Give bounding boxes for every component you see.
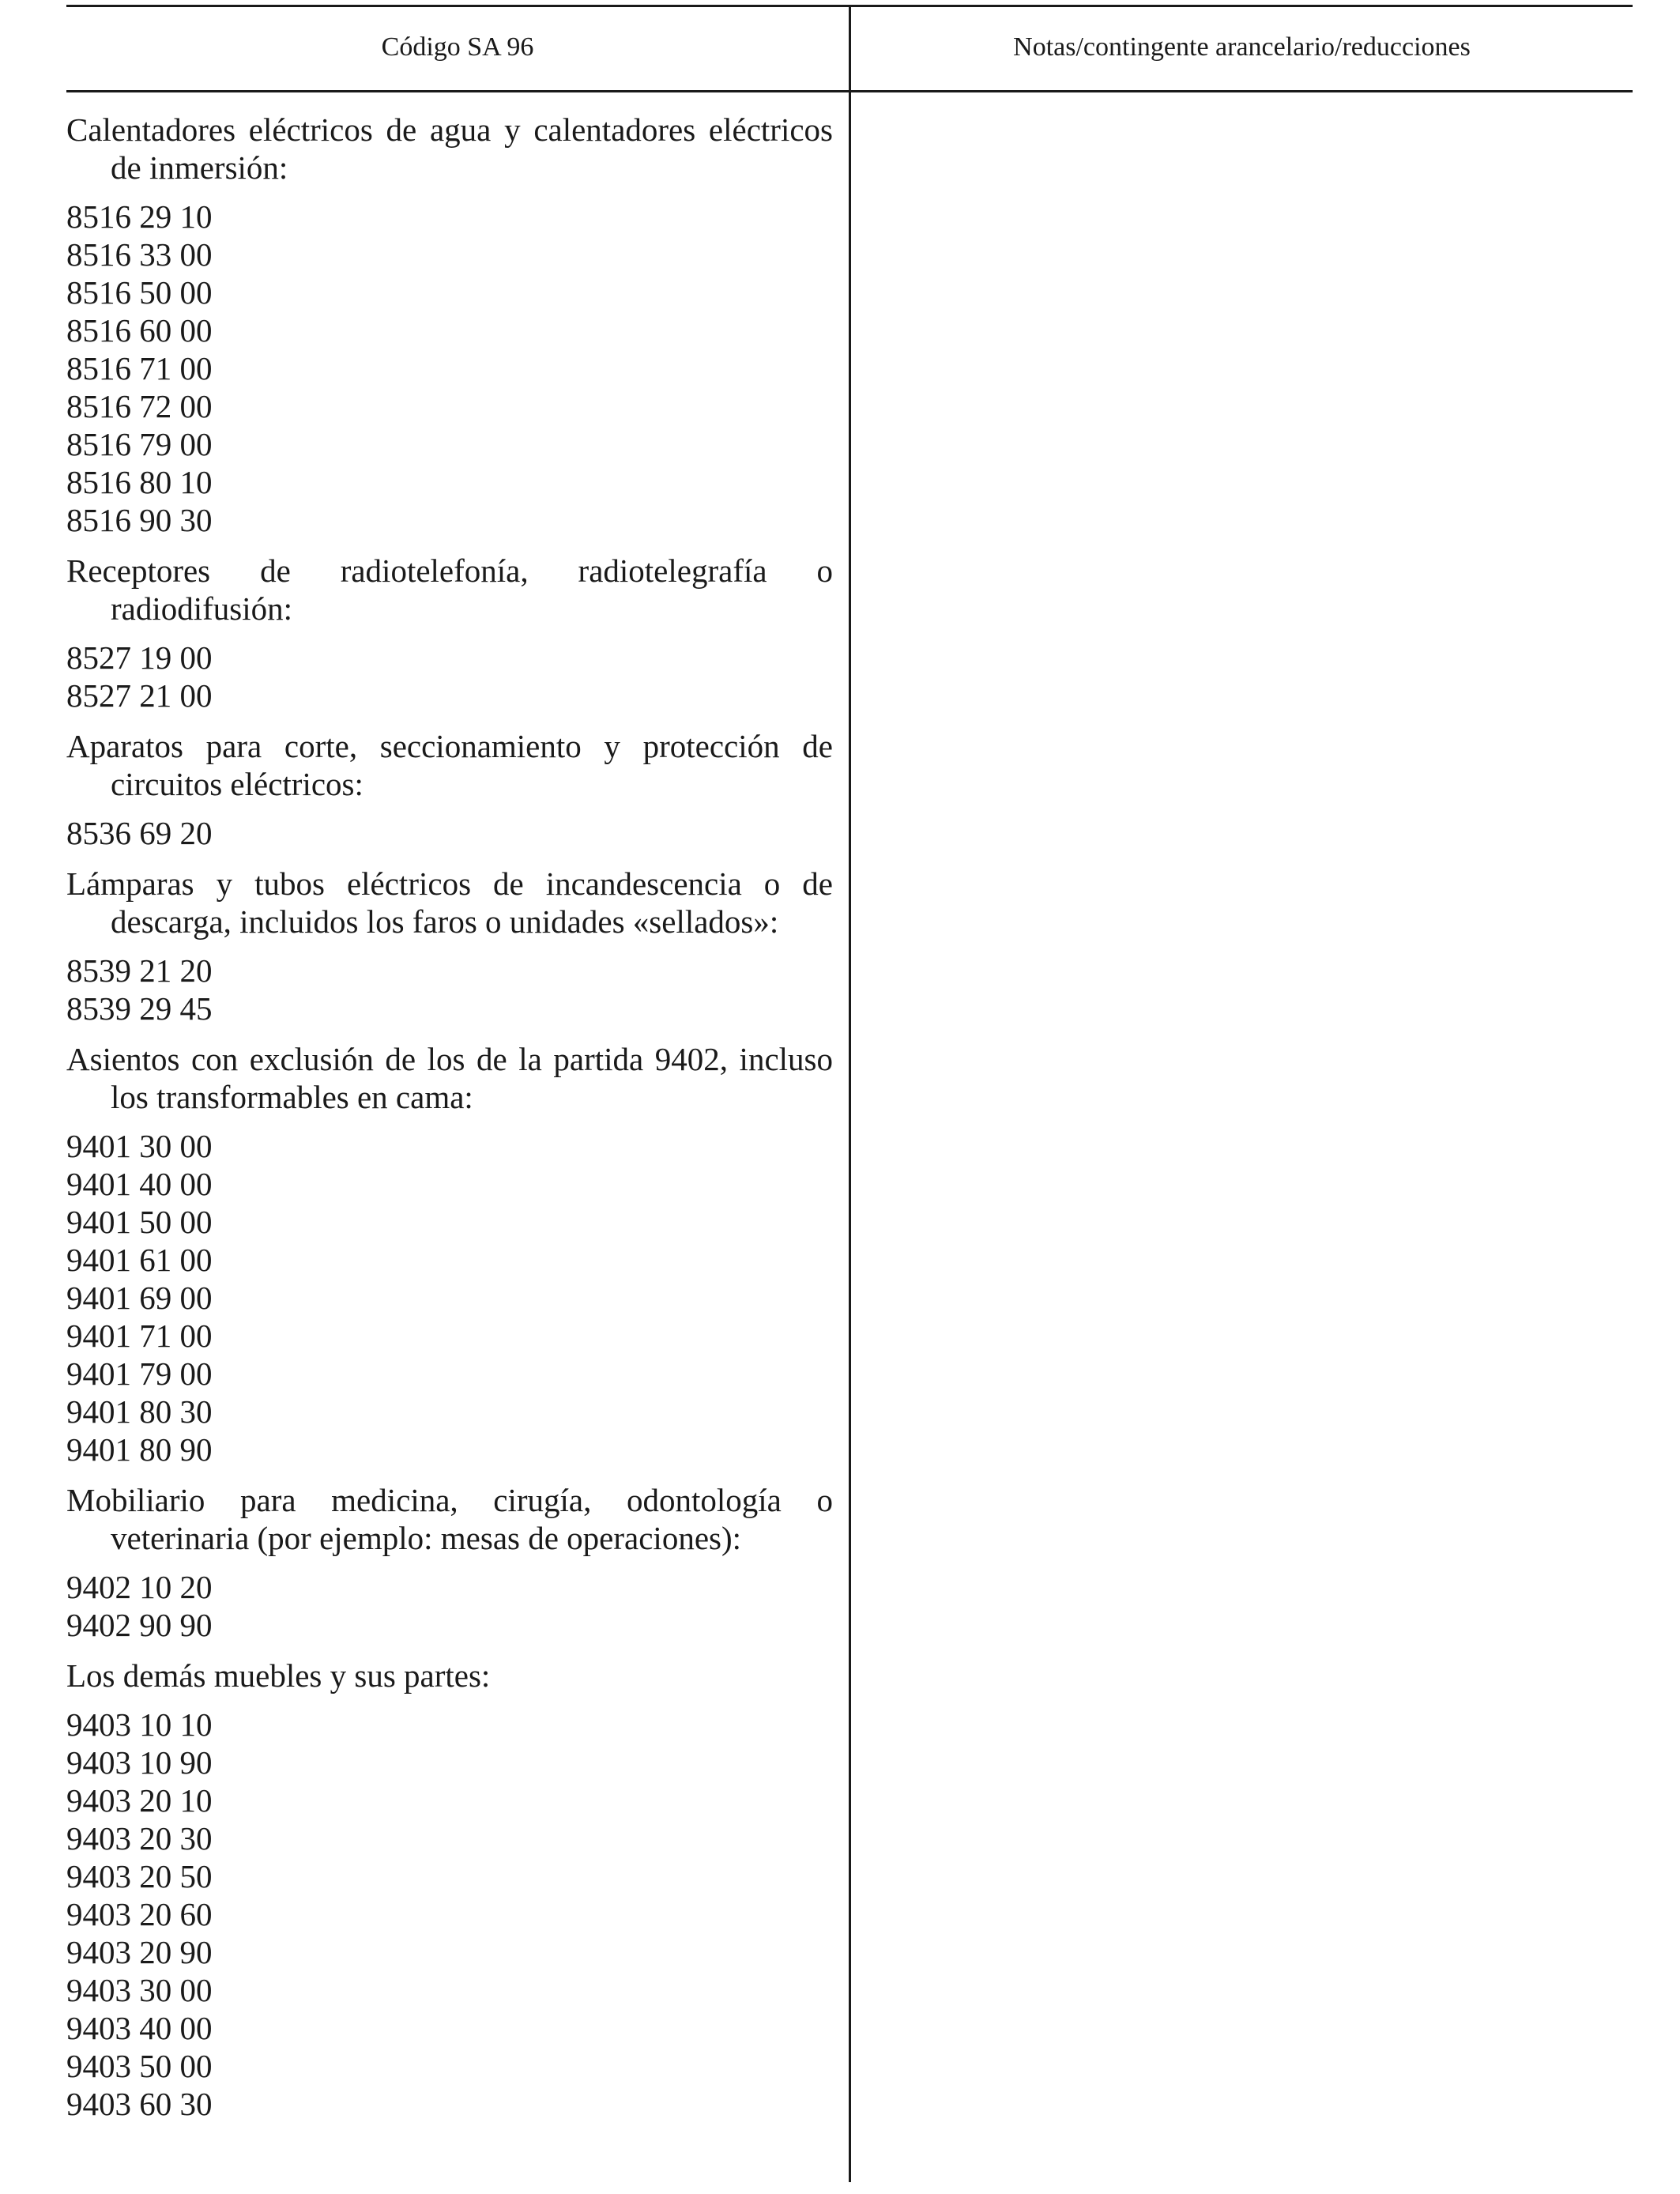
column-header-notes: Notas/contingente arancelario/reducciones bbox=[1013, 32, 1471, 62]
hs-code: 9401 61 00 bbox=[66, 1242, 213, 1278]
group-description: Asientos con exclusión de los de la partida 9402, incluso los transformables en cama: bbox=[66, 1041, 833, 1115]
hs-code: 9401 30 00 bbox=[66, 1128, 213, 1164]
group-description: Receptores de radiotelefonía, radiotelegrafía o radiodifusión: bbox=[66, 552, 833, 627]
hs-code: 9402 10 20 bbox=[66, 1569, 213, 1605]
hs-code: 9401 79 00 bbox=[66, 1355, 213, 1392]
group-description: Lámparas y tubos eléctricos de incandescencia o de descarga, incluidos los faros o unidades «sellados»: bbox=[66, 865, 833, 940]
hs-code: 9403 40 00 bbox=[66, 2010, 213, 2046]
hs-code: 9403 10 90 bbox=[66, 1744, 213, 1781]
hs-code: 8539 29 45 bbox=[66, 990, 213, 1027]
hs-code: 9401 71 00 bbox=[66, 1318, 213, 1354]
hs-code-list bbox=[66, 639, 833, 714]
hs-code: 9403 10 10 bbox=[66, 1706, 213, 1743]
hs-code: 8516 71 00 bbox=[66, 350, 213, 386]
hs-code: 8516 79 00 bbox=[66, 426, 213, 462]
product-group bbox=[66, 1481, 833, 1644]
hs-code: 8516 90 30 bbox=[66, 502, 213, 538]
hs-code: 8527 21 00 bbox=[66, 677, 213, 714]
product-group bbox=[66, 727, 833, 852]
hs-code: 8527 19 00 bbox=[66, 639, 213, 676]
hs-code: 9402 90 90 bbox=[66, 1607, 213, 1643]
hs-code: 9401 80 90 bbox=[66, 1431, 213, 1468]
hs-code: 9403 20 50 bbox=[66, 1858, 213, 1894]
product-group bbox=[66, 111, 833, 539]
product-group bbox=[66, 865, 833, 1027]
hs-code: 9403 20 90 bbox=[66, 1934, 213, 1970]
hs-code: 9403 50 00 bbox=[66, 2048, 213, 2084]
column-header-code: Código SA 96 bbox=[381, 32, 534, 62]
group-description: Mobiliario para medicina, cirugía, odontología o veterinaria (por ejemplo: mesas de operaciones): bbox=[66, 1482, 833, 1556]
hs-code: 9401 80 30 bbox=[66, 1393, 213, 1430]
hs-code-list bbox=[66, 198, 833, 539]
product-group bbox=[66, 1040, 833, 1468]
hs-code: 8539 21 20 bbox=[66, 952, 213, 989]
hs-code: 8516 33 00 bbox=[66, 236, 213, 273]
hs-code: 8516 50 00 bbox=[66, 274, 213, 311]
hs-code: 9403 20 60 bbox=[66, 1896, 213, 1932]
group-description: Aparatos para corte, seccionamiento y protección de circuitos eléctricos: bbox=[66, 728, 833, 802]
hs-code: 8536 69 20 bbox=[66, 815, 213, 851]
hs-code: 9403 20 30 bbox=[66, 1820, 213, 1857]
hs-code: 9403 20 10 bbox=[66, 1782, 213, 1819]
hs-code: 9401 50 00 bbox=[66, 1204, 213, 1240]
hs-code-list bbox=[66, 952, 833, 1027]
group-description: Los demás muebles y sus partes: bbox=[66, 1657, 491, 1694]
code-column-content bbox=[66, 111, 833, 2136]
hs-code: 9401 40 00 bbox=[66, 1166, 213, 1202]
hs-code-list bbox=[66, 1568, 833, 1644]
hs-code-list bbox=[66, 1706, 833, 2123]
hs-code-list bbox=[66, 1127, 833, 1468]
group-description: Calentadores eléctricos de agua y calentadores eléctricos de inmersión: bbox=[66, 111, 833, 186]
column-divider bbox=[849, 5, 851, 2182]
hs-code: 9403 60 30 bbox=[66, 2086, 213, 2122]
hs-code: 8516 80 10 bbox=[66, 464, 213, 500]
hs-code: 8516 29 10 bbox=[66, 198, 213, 235]
product-group bbox=[66, 1657, 833, 2123]
hs-code: 8516 60 00 bbox=[66, 312, 213, 349]
hs-code-list bbox=[66, 814, 833, 852]
product-group bbox=[66, 552, 833, 714]
hs-code: 9401 69 00 bbox=[66, 1280, 213, 1316]
hs-code: 9403 30 00 bbox=[66, 1972, 213, 2008]
hs-code: 8516 72 00 bbox=[66, 388, 213, 424]
